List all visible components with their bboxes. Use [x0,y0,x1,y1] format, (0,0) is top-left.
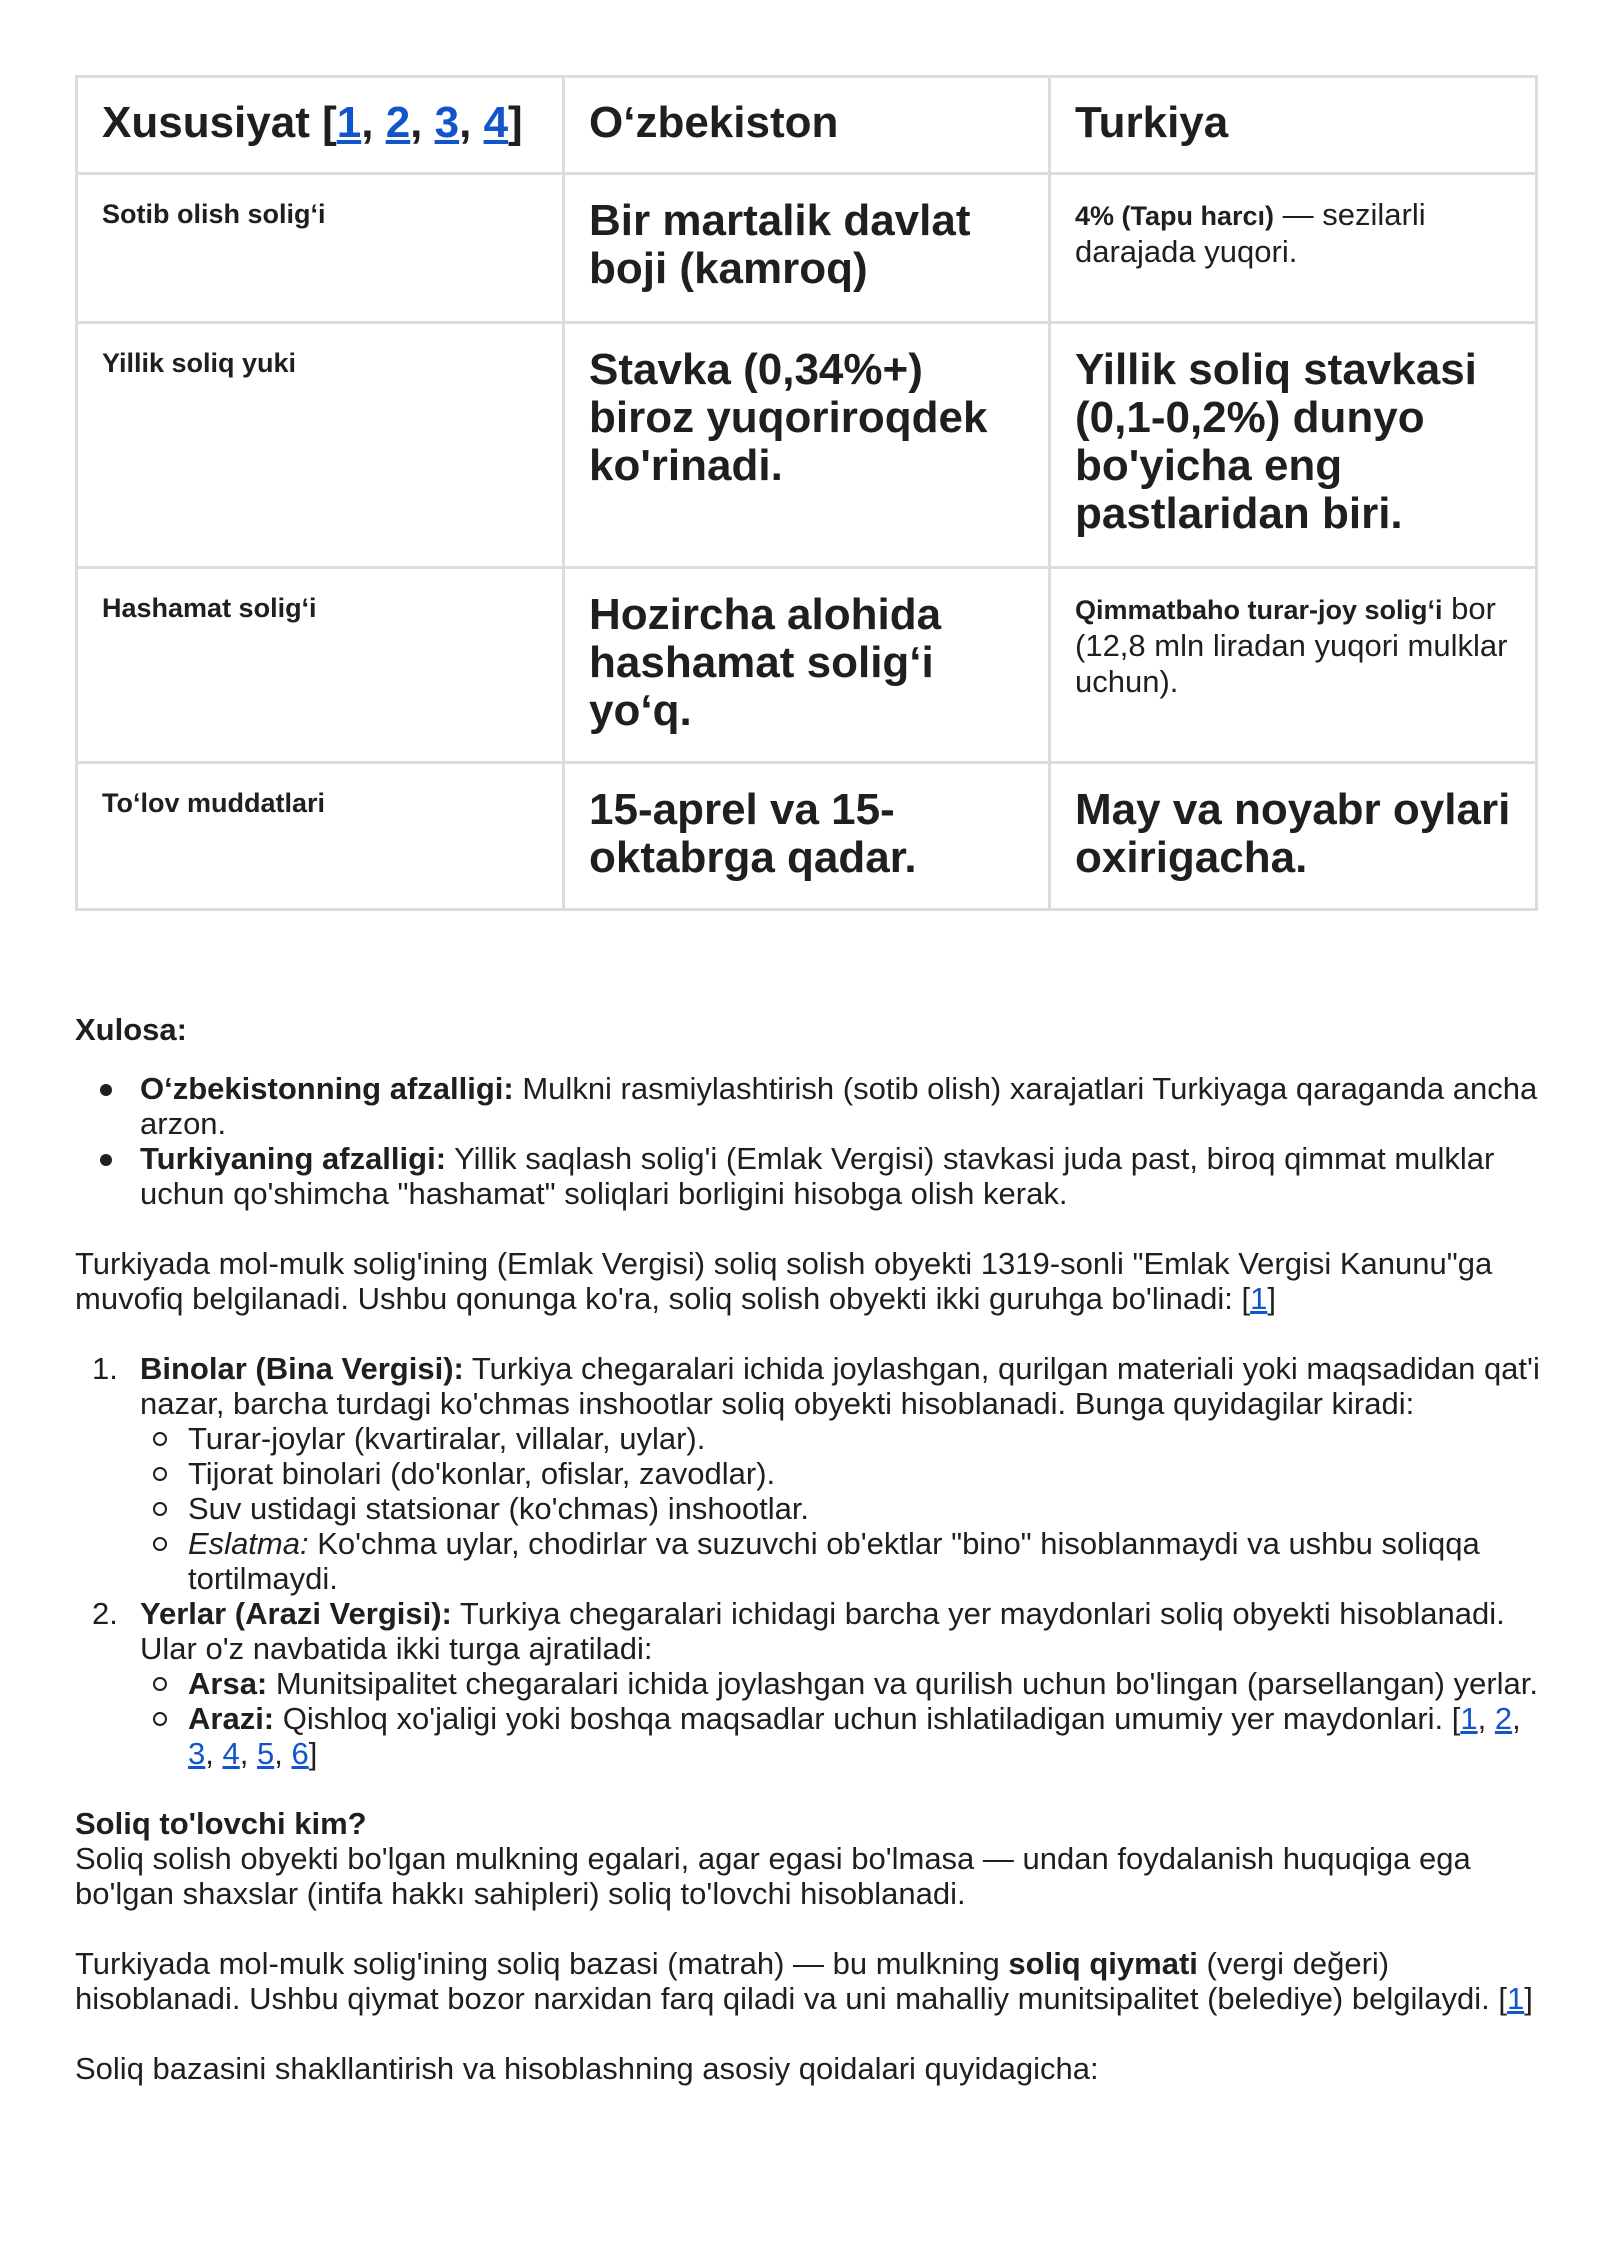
sub-list [140,1421,1545,1596]
intro-paragraph: Turkiyada mol-mulk solig'ining (Emlak Vergisi) soliq solish obyekti 1319-sonli "Emlak Vergisi Kanunu"ga muvofiq belgilanadi. Ushbu qonunga ko'ra, soliq solish obyekti ikki guruhga bo'linadi: [1] [75,1246,1493,1316]
table-header-row [77,77,1537,174]
uzbekistan-cell: Stavka (0,34%+) biroz yuqoriroqdek ko'rinadi. [564,323,1050,568]
citation-link[interactable]: 1 [336,98,362,147]
closing-paragraph: Soliq bazasini shakllantirish va hisoblashning asosiy qoidalari quyidagicha: [75,2051,1099,2086]
summary-heading: Xulosa: [75,1012,187,1047]
table-row [77,568,1537,763]
sub-item-text: Qishloq xo'jaligi yoki boshqa maqsadlar uchun ishlatiladigan umumiy yer maydonlari. [274,1701,1452,1736]
sub-list [140,1666,1545,1771]
row-label: Hashamat solig‘i [77,568,564,763]
item-label: Yerlar (Arazi Vergisi): [140,1596,452,1631]
comparison-table [75,75,1538,911]
list-item [92,1351,1545,1596]
citation-link[interactable]: 2 [385,98,411,147]
citation-link[interactable]: 4 [483,98,509,147]
turkey-cell [1050,568,1537,763]
sub-list-item: Turar-joylar (kvartiralar, villalar, uylar). [188,1421,1545,1456]
item-text: Turkiya chegaralari ichidagi barcha yer maydonlari soliq obyekti hisoblanadi. Ular o'z navbatida ikki turga ajratiladi: [140,1596,1505,1666]
summary-list [75,1071,1545,1211]
citation-link[interactable]: 6 [291,1736,309,1771]
header-feature: Xususiyat [1, 2, 3, 4] [77,77,564,174]
cell-text: — sezilarli darajada yuqori. [1075,197,1426,269]
sub-item-label: Arsa: [188,1666,268,1701]
citation-link[interactable]: 2 [1494,1701,1513,1736]
table-row [77,763,1537,910]
cell-text: bor (12,8 mln liradan yuqori mulklar uchun). [1075,591,1508,699]
document-body [75,1012,1545,2086]
row-label: Yillik soliq yuki [77,323,564,568]
item-text: Mulkni rasmiylashtirish (sotib olish) xarajatlari Turkiyaga qaraganda ancha arzon. [140,1071,1538,1141]
citation-link[interactable]: 4 [222,1736,240,1771]
paragraph-text: (vergi değeri) hisoblanadi. Ushbu qiymat bozor narxidan farq qiladi va uni mahalliy munitsipalitet (belediye) belgilaydi. [75,1946,1499,2016]
item-text: Turkiya chegaralari ichida joylashgan, qurilgan materiali yoki maqsadidan qat'i nazar, barcha turdagi ko'chmas inshootlar soliq obyekti hisoblanadi. Bunga quyidagilar kiradi: [140,1351,1540,1421]
citation-link[interactable]: 1 [1460,1701,1478,1736]
taxpayer-heading: Soliq to'lovchi kim? [75,1806,367,1841]
item-number: 2. [92,1596,118,1631]
header-turkey: Turkiya [1050,77,1537,174]
turkey-cell [1050,174,1537,323]
cell-bold-text: Qimmatbaho turar-joy solig‘i [1075,595,1443,625]
sub-list-item [188,1666,1545,1701]
row-label: To‘lov muddatlari [77,763,564,910]
item-text: Yillik saqlash solig'i (Emlak Vergisi) stavkasi juda past, biroq qimmat mulklar uchun qo'shimcha "hashamat" soliqlari borligini hisobga olish kerak. [140,1141,1495,1211]
header-uzbekistan: O‘zbekiston [564,77,1050,174]
citation-link[interactable]: 1 [1506,1981,1525,2016]
uzbekistan-cell: Bir martalik davlat boji (kamroq) [564,174,1050,323]
header-bracket: ] [508,98,523,147]
item-number: 1. [92,1351,118,1386]
tax-base-paragraph: Turkiyada mol-mulk solig'ining soliq bazasi (matrah) — bu mulkning soliq qiymati (vergi değeri) hisoblanadi. Ushbu qiymat bozor narxidan farq qiladi va uni mahalliy munitsipalitet (belediye) belgilaydi. [1] [75,1946,1533,2016]
table-row [77,323,1537,568]
header-feature-label: Xususiyat [ [102,98,337,147]
turkey-cell: Yillik soliq stavkasi (0,1-0,2%) dunyo bo'yicha eng pastlaridan biri. [1050,323,1537,568]
taxpayer-paragraph: Soliq solish obyekti bo'lgan mulkning egalari, agar egasi bo'lmasa — undan foydalanish huquqiga ega bo'lgan shaxslar (intifa hakkı sahipleri) soliq to'lovchi hisoblanadi. [75,1841,1471,1911]
sub-list-item: Tijorat binolari (do'konlar, ofislar, zavodlar). [188,1456,1545,1491]
objects-list [75,1351,1545,1771]
citation-link[interactable]: 3 [434,98,460,147]
note-text: Ko'chma uylar, chodirlar va suzuvchi ob'ektlar "bino" hisoblanmaydi va ushbu soliqqa tortilmaydi. [188,1526,1480,1596]
citation-link[interactable]: 3 [188,1736,206,1771]
paragraph-text: Turkiyada mol-mulk solig'ining soliq bazasi (matrah) — bu mulkning [75,1946,1009,1981]
sub-list-item [188,1526,1545,1596]
item-label: Binolar (Bina Vergisi): [140,1351,464,1386]
cell-bold-text: 4% (Tapu harcı) [1075,201,1275,231]
sub-list-item: Suv ustidagi statsionar (ko'chmas) inshootlar. [188,1491,1545,1526]
item-label: O‘zbekistonning afzalligi: [140,1071,514,1106]
row-label: Sotib olish solig‘i [77,174,564,323]
table-row [77,174,1537,323]
sub-list-item: Arazi: Qishloq xo'jaligi yoki boshqa maqsadlar uchun ishlatiladigan umumiy yer maydonlari. [1, 2, 3, 4, 5, 6] [188,1701,1545,1771]
item-label: Turkiyaning afzalligi: [140,1141,447,1176]
note-label: Eslatma: [188,1526,309,1561]
citation-link[interactable]: 1 [1250,1281,1268,1316]
uzbekistan-cell: Hozircha alohida hashamat solig‘i yo‘q. [564,568,1050,763]
paragraph-text: Turkiyada mol-mulk solig'ining (Emlak Vergisi) soliq solish obyekti 1319-sonli "Emlak Vergisi Kanunu"ga muvofiq belgilanadi. Ushbu qonunga ko'ra, soliq solish obyekti ikki guruhga bo'linadi: [75,1246,1493,1316]
uzbekistan-cell: 15-aprel va 15-oktabrga qadar. [564,763,1050,910]
list-item [140,1141,1545,1211]
citation-link[interactable]: 5 [256,1736,275,1771]
sub-item-text: Munitsipalitet chegaralari ichida joylashgan va qurilish uchun bo'lingan (parsellangan) yerlar. [267,1666,1539,1701]
sub-item-label: Arazi: [188,1701,275,1736]
bold-term: soliq qiymati [1008,1946,1198,1981]
list-item [92,1596,1545,1771]
turkey-cell: May va noyabr oylari oxirigacha. [1050,763,1537,910]
list-item [140,1071,1545,1141]
